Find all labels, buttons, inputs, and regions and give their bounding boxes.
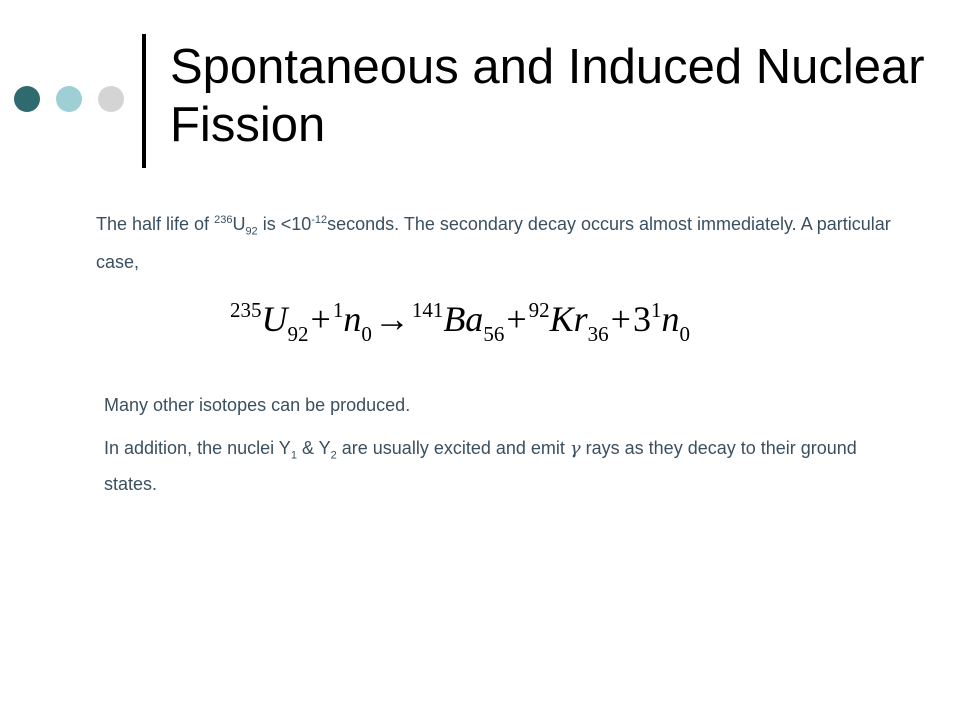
mass-number: 1 [650,298,662,322]
title-divider [142,34,146,168]
dot-light [56,86,82,112]
half-life-paragraph [96,205,916,277]
atomic-number: 36 [587,322,609,346]
element-symbol: Ba [443,299,484,339]
atomic-number: 92 [245,225,258,238]
slide-title: Spontaneous and Induced Nuclear Fission [170,40,925,152]
text: In addition, the nuclei Y [104,438,291,458]
dot-grey [98,86,124,112]
gamma-symbol: γ [569,438,581,459]
fission-equation [230,298,690,347]
mass-number: 235 [230,298,262,322]
atomic-number: 92 [287,322,309,346]
mass-number: 141 [411,298,444,322]
atomic-number: 56 [483,322,505,346]
plus-sign: + [610,299,631,339]
mass-number: 236 [214,214,233,226]
excited-nuclei-paragraph [104,434,894,498]
element-symbol: Kr [549,299,588,339]
coefficient: 3 [632,299,651,339]
isotopes-paragraph: Many other isotopes can be produced. [104,395,411,415]
text: is <10 [257,214,312,234]
atomic-number: 0 [679,322,690,346]
mass-number: 1 [332,298,344,322]
subscript: 1 [290,449,297,462]
text: are usually excited and emit [336,438,570,458]
text: seconds. The secondary decay occurs almost immediately. A particular case, [96,214,891,272]
element-symbol: n [661,299,680,339]
element-symbol: n [343,299,362,339]
reaction-arrow: → [373,299,410,339]
atomic-number: 0 [361,322,372,346]
exponent: -12 [311,214,328,226]
mass-number: 92 [528,298,550,322]
subscript: 2 [330,449,337,462]
text: rays as they decay to their ground states. [104,438,857,494]
text: & Y [296,438,331,458]
plus-sign: + [310,299,331,339]
element-symbol: U [261,299,288,339]
dot-dark [14,86,40,112]
plus-sign: + [506,299,527,339]
text: The half life of [96,214,215,234]
element-symbol: U [232,214,246,234]
